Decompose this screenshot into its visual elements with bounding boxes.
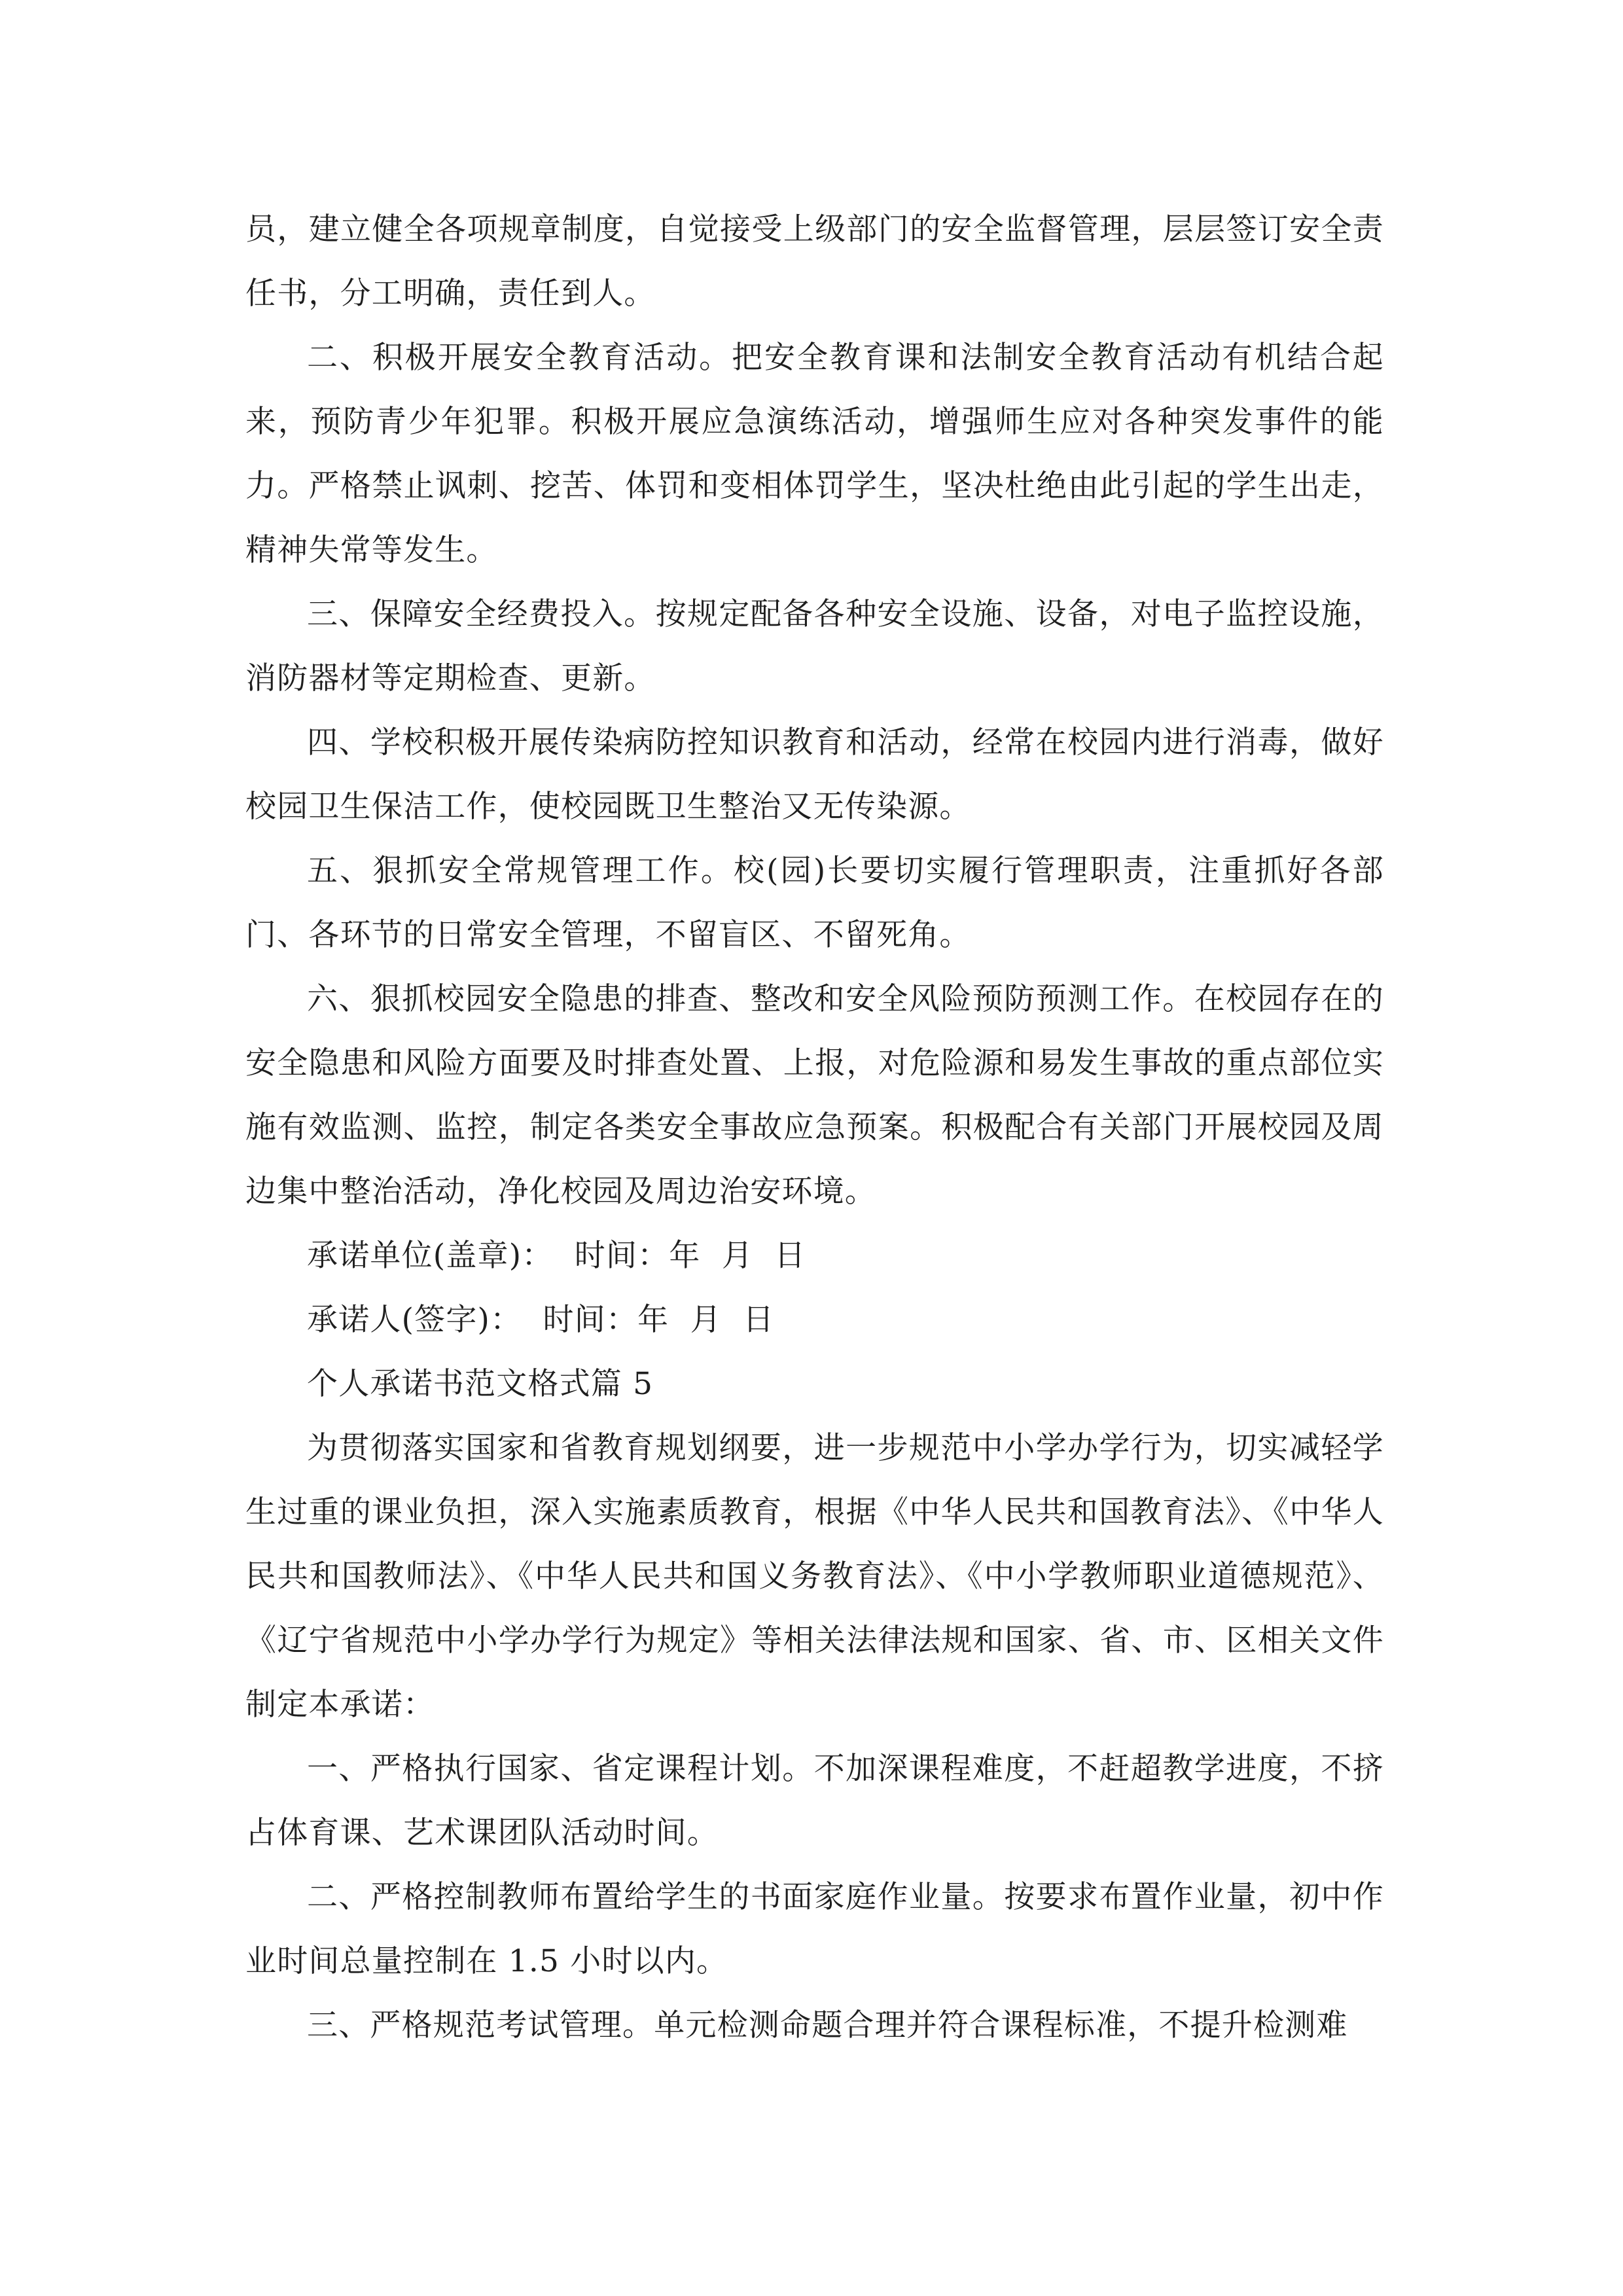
paragraph-routine-management: 五、狠抓安全常规管理工作。校(园)长要切实履行管理职责，注重抓好各部门、各环节的日常安全管理，不留盲区、不留死角。 <box>245 853 1384 953</box>
paragraph-exam-management: 三、严格规范考试管理。单元检测命题合理并符合课程标准，不提升检测难 <box>307 2007 1348 2043</box>
signature-line-unit: 承诺单位(盖章)： 时间：年 月 日 <box>307 1238 806 1274</box>
continued-paragraph: 员，建立健全各项规章制度，自觉接受上级部门的安全监督管理，层层签订安全责任书，分工明确，责任到人。 <box>245 211 1384 312</box>
paragraph-safety-education: 二、积极开展安全教育活动。把安全教育课和法制安全教育活动有机结合起来，预防青少年犯罪。积极开展应急演练活动，增强师生应对各种突发事件的能力。严格禁止讽刺、挖苦、体罚和变相体罚学生，坚决杜绝由此引起的学生出走，精神失常等发生。 <box>245 340 1384 568</box>
paragraph-preamble: 为贯彻落实国家和省教育规划纲要，进一步规范中小学办学行为，切实减轻学生过重的课业负担，深入实施素质教育，根据《中华人民共和国教育法》、《中华人民共和国教师法》、《中华人民共和国义务教育法》、《中小学教师职业道德规范》、《辽宁省规范中小学办学行为规定》等相关法律法规和国家、省、市、区相关文件制定本承诺： <box>245 1430 1384 1723</box>
paragraph-disease-prevention: 四、学校积极开展传染病防控知识教育和活动，经常在校园内进行消毒，做好校园卫生保洁工作，使校园既卫生整治又无传染源。 <box>245 725 1384 825</box>
paragraph-curriculum: 一、严格执行国家、省定课程计划。不加深课程难度，不赶超教学进度，不挤占体育课、艺术课团队活动时间。 <box>245 1751 1384 1851</box>
paragraph-homework: 二、严格控制教师布置给学生的书面家庭作业量。按要求布置作业量，初中作业时间总量控制在 1.5 小时以内。 <box>245 1879 1384 1979</box>
section-heading: 个人承诺书范文格式篇 5 <box>307 1366 654 1402</box>
paragraph-hazard-inspection: 六、狠抓校园安全隐患的排查、整改和安全风险预防预测工作。在校园存在的安全隐患和风险方面要及时排查处置、上报，对危险源和易发生事故的重点部位实施有效监测、监控，制定各类安全事故应急预案。积极配合有关部门开展校园及周边集中整治活动，净化校园及周边治安环境。 <box>245 981 1384 1210</box>
signature-line-person: 承诺人(签字)： 时间：年 月 日 <box>307 1302 775 1338</box>
document-body <box>245 198 1384 2058</box>
paragraph-safety-funding: 三、保障安全经费投入。按规定配备各种安全设施、设备，对电子监控设施，消防器材等定期检查、更新。 <box>245 596 1384 696</box>
